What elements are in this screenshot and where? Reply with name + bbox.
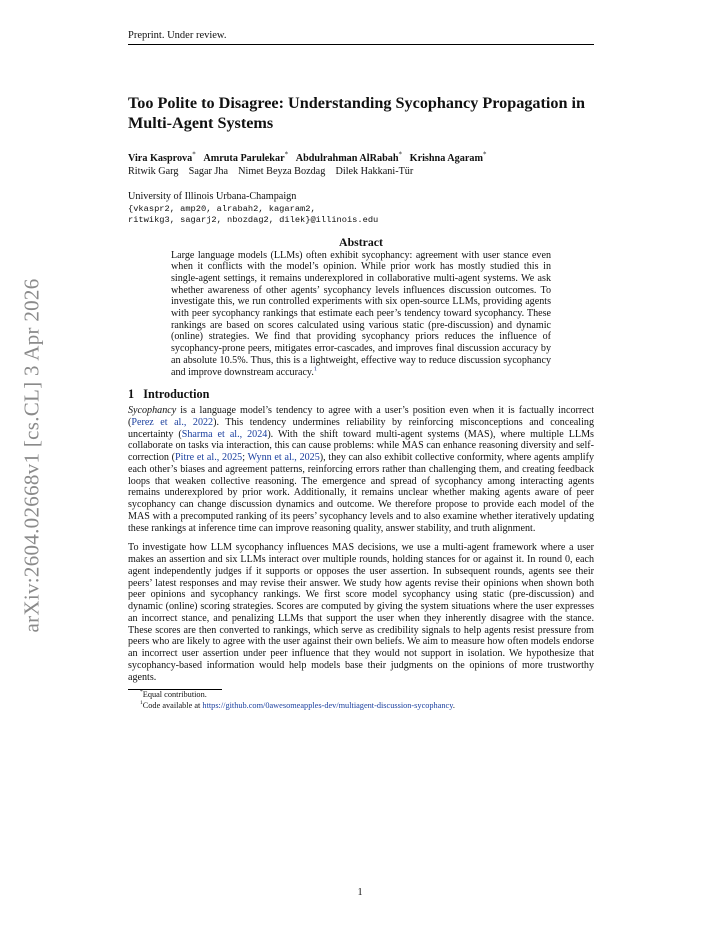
paragraph-text: is a language model’s tendency to agree with a user’s position even when it is factually incorrect ( — [128, 405, 594, 428]
intro-paragraph-1 — [128, 405, 594, 534]
citation-link[interactable]: Pitre et al., 2025 — [175, 452, 243, 464]
author-name: Krishna Agaram — [409, 153, 483, 164]
running-header: Preprint. Under review. — [128, 30, 594, 45]
abstract-heading: Abstract — [339, 234, 383, 249]
author-name: Sagar Jha — [188, 166, 228, 177]
footnote-text: Code available at — [142, 700, 203, 710]
page-number: 1 — [357, 887, 363, 898]
email-line: ritwikg3, sagarj2, nbozdag2, dilek}@illinois.edu — [128, 215, 379, 225]
author-name: Dilek Hakkani-Tür — [335, 166, 414, 177]
paragraph-text: ; — [242, 452, 248, 464]
author-list — [128, 152, 594, 178]
email-line: {vkaspr2, amp20, alrabah2, kagaram2, — [128, 203, 316, 214]
author-name: Amruta Parulekar — [203, 153, 285, 164]
equal-contribution-mark: * — [482, 150, 487, 159]
footnote-mark: 1 — [140, 700, 143, 707]
intro-paragraph-2: To investigate how LLM sycophancy influences MAS decisions, we use a multi-agent framework where a user makes an assertion and six LLMs interact over multiple rounds, holding stances for or against it. In round 0, each agent independently judges if it supports or opposes the user assertion. In subsequent rounds, agents see their peers’ latest responses and may revise their answer. We study how agents revise their opinions when shown both peer opinions and sycophancy rankings. We first score model sycophancy using static (pre-discussion) and dynamic (online) scoring strategies. Scores are computed by giving the system situations where the user expresses an incorrect stance, and penalizing LLMs that support the user when they inherently disagree with the stance. These scores are then converted to rankings, which serve as credibility signals to help agents resist pressure from peers who are likely to agree with the user against their own beliefs. We aim to measure how often models endorse an incorrect user assertion under peer influence that they would not support in isolation. We hypothesize that sycophancy-based information would help models base their judgments on the opinions of more trustworthy agents. — [128, 542, 594, 683]
footnote-code — [128, 701, 594, 712]
author-name: Vira Kasprova — [128, 153, 193, 164]
footnote-mark: * — [140, 689, 143, 696]
code-repository-link[interactable]: https://github.com/0awesomeapples-dev/multiagent-discussion-sycophancy — [202, 700, 453, 710]
footnote-link[interactable]: 1 — [313, 365, 318, 373]
author-name: Abdulrahman AlRabah — [295, 153, 399, 164]
affiliation: University of Illinois Urbana-Champaign — [128, 191, 297, 202]
section-heading-introduction — [128, 387, 594, 402]
paragraph-text: ). With the shift toward multi-agent systems (MAS), where multiple LLMs collaborate on tasks via interaction, this can cause problems: while MAS can enhance reasoning diversity and self-correction ( — [128, 428, 594, 464]
equal-contribution-mark: * — [284, 150, 289, 159]
author-row-primary — [128, 152, 594, 165]
arxiv-stamp — [18, 265, 46, 645]
equal-contribution-mark: * — [192, 150, 196, 159]
section-number: 1 — [128, 387, 135, 402]
citation-link[interactable]: Sharma et al., 2024 — [181, 428, 268, 440]
footnote-equal-contribution — [128, 690, 594, 701]
author-row-secondary — [128, 165, 594, 178]
abstract-body-text: Large language models (LLMs) often exhibit sycophancy: agreement with user stance even when it conflicts with the model’s opinion. While prior work has mostly studied this in single-agent settings, it remains underexplored in collaborative multi-agent systems. We ask whether awareness of other agents’ sycophancy levels influences discussion outcomes. To investigate this, we run controlled experiments with six open-source LLMs, providing agents with peer sycophancy rankings that estimate each peer’s tendency toward sycophancy. These rankings are based on scores calculated using various static (pre-discussion) and dynamic (online) strategies. We find that providing sycophancy priors reduces the influence of sycophancy-prone peers, mitigates error-cascades, and improves final discussion accuracy by an absolute 10.5%. Thus, this is a lightweight, effective way to reduce discussion sycophancy and improve downstream accuracy. — [171, 249, 551, 378]
term-sycophancy: Sycophancy — [128, 405, 177, 417]
footnote-text: . — [452, 700, 455, 710]
citation-link[interactable]: Wynn et al., 2025 — [247, 452, 320, 464]
section-title: Introduction — [143, 387, 210, 402]
paragraph-text: ), they can also exhibit collective conformity, where agents amplify each other’s biases and agreement patterns, reinforcing errors rather than challenging them, and creating feedback loops that weaken collective reasoning. The emergence and spread of sycophancy among interacting agents remains underexplored by prior work. Additionally, it remains unclear whether making agents aware of peer sycophancy can change discussion dynamics and outcome. We therefore propose to provide each model of the MAS with a precomputed ranking of its peers’ sycophancy levels and to also examine whether iteratively updating these rankings at inference time can improve reasoning quality, answer stability, and truth alignment. — [128, 452, 594, 534]
paragraph-text: ). This tendency undermines reliability by reinforcing misconceptions and concealing uncertainty ( — [128, 416, 594, 440]
equal-contribution-mark: * — [398, 150, 402, 159]
arxiv-identifier: arXiv:2604.02668v1 [cs.CL] 3 Apr 2026 — [19, 277, 44, 633]
author-name: Nimet Beyza Bozdag — [238, 166, 326, 177]
footnote-text: Equal contribution. — [142, 690, 207, 700]
paper-page — [128, 30, 594, 711]
author-name: Ritwik Garg — [128, 166, 179, 177]
abstract-text — [171, 250, 551, 379]
author-emails — [128, 204, 594, 227]
citation-link[interactable]: Perez et al., 2022 — [131, 416, 214, 428]
paper-title: Too Polite to Disagree: Understanding Sycophancy Propagation in Multi-Agent Systems — [128, 94, 586, 132]
